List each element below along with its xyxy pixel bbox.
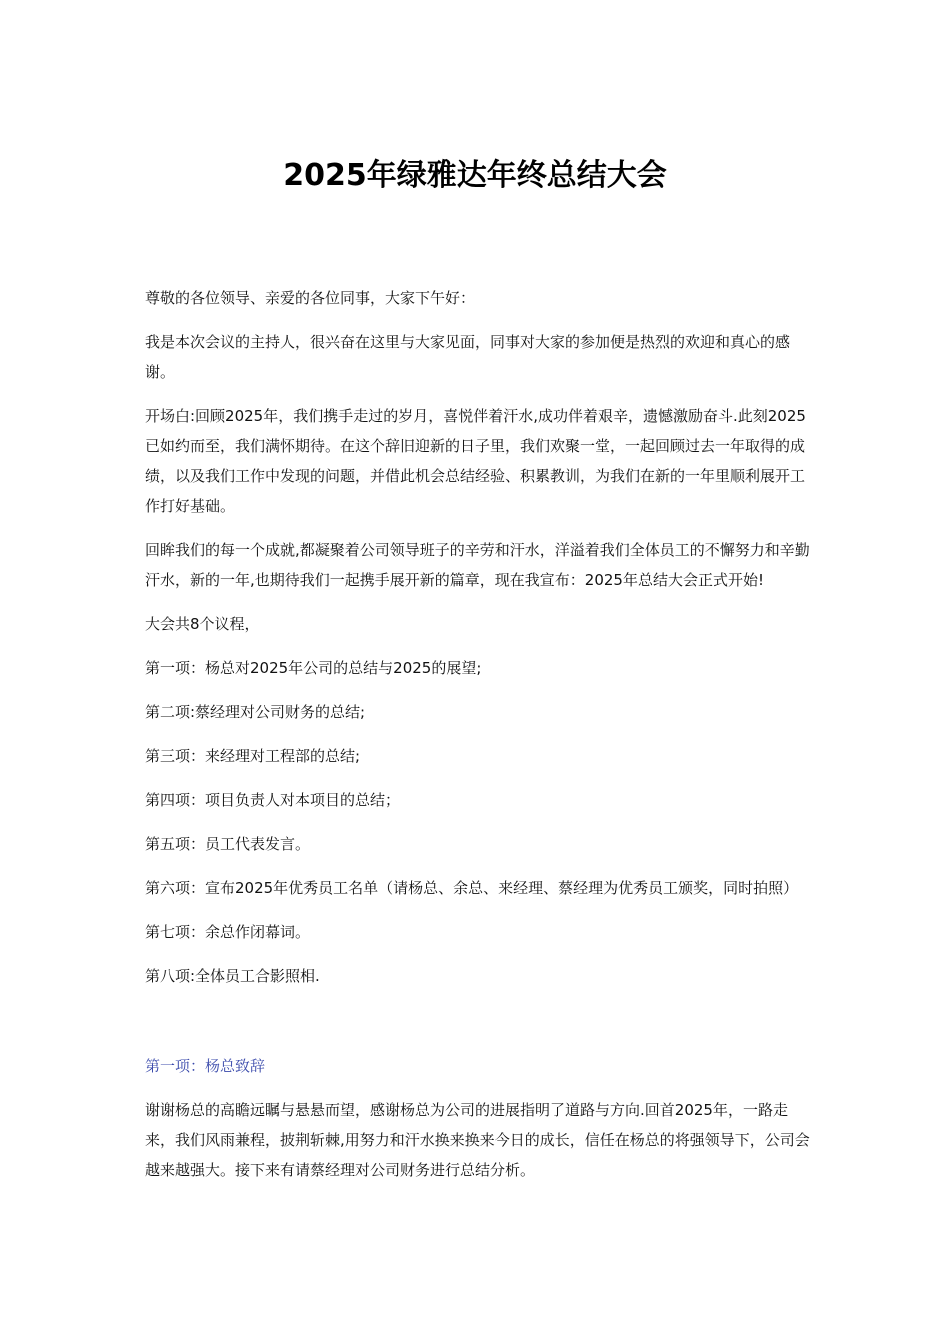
agenda-item: 第七项：余总作闭幕词。 xyxy=(145,923,311,941)
agenda-intro: 大会共8个议程， xyxy=(145,615,260,633)
agenda-item: 第二项:蔡经理对公司财务的总结; xyxy=(145,703,366,721)
document-body xyxy=(145,283,815,1199)
agenda-item: 第八项:全体员工合影照相. xyxy=(145,967,320,985)
agenda-item: 第六项：宣布2025年优秀员工名单（请杨总、余总、来经理、蔡经理为优秀员工颁奖，同时拍照） xyxy=(145,879,799,897)
document-title: 2025年绿雅达年终总结大会 xyxy=(283,158,667,193)
agenda-item: 第五项：员工代表发言。 xyxy=(145,835,311,853)
agenda-item: 第四项：项目负责人对本项目的总结； xyxy=(145,791,401,809)
section-body-paragraph: 谢谢杨总的高瞻远瞩与悬悬而望，感谢杨总为公司的进展指明了道路与方向.回首2025年，一路走来，我们风雨兼程，披荆斩棘,用努力和汗水换来换来今日的成长，信任在杨总的将强领导下，公司会越来越强大。接下来有请蔡经理对公司财务进行总结分析。 xyxy=(145,1101,810,1179)
agenda-item: 第一项：杨总对2025年公司的总结与2025的展望; xyxy=(145,659,482,677)
greeting-paragraph: 尊敬的各位领导、亲爱的各位同事，大家下午好： xyxy=(145,289,476,307)
section-heading: 第一项：杨总致辞 xyxy=(145,1057,266,1075)
announcement-paragraph: 回眸我们的每一个成就,都凝聚着公司领导班子的辛劳和汗水，洋溢着我们全体员工的不懈努力和辛勤汗水，新的一年,也期待我们一起携手展开新的篇章，现在我宣布：2025年总结大会正式开始! xyxy=(145,541,810,589)
host-intro-paragraph: 我是本次会议的主持人，很兴奋在这里与大家见面，同事对大家的参加便是热烈的欢迎和真心的感谢。 xyxy=(145,333,791,381)
opening-paragraph: 开场白:回顾2025年，我们携手走过的岁月，喜悦伴着汗水,成功伴着艰辛，遗憾激励奋斗.此刻2025已如约而至，我们满怀期待。在这个辞旧迎新的日子里，我们欢聚一堂，一起回顾过去一年取得的成绩，以及我们工作中发现的问题，并借此机会总结经验、积累教训，为我们在新的一年里顺利展开工作打好基础。 xyxy=(145,407,806,515)
agenda-item: 第三项：来经理对工程部的总结; xyxy=(145,747,361,765)
agenda-list xyxy=(145,653,815,991)
